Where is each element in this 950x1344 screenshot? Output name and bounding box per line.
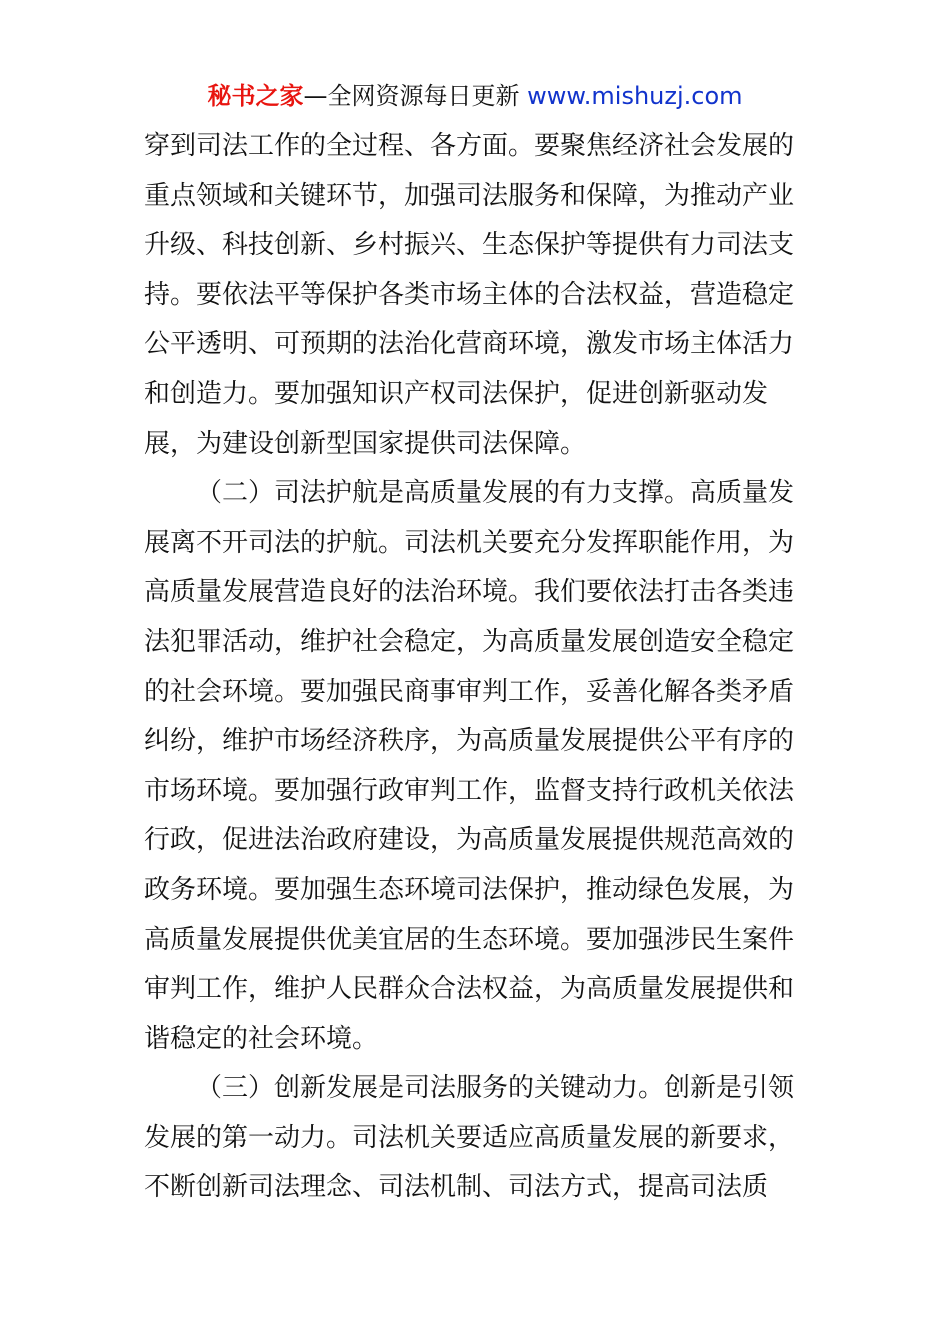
text-line: 纠纷，维护市场经济秩序，为高质量发展提供公平有序的 bbox=[144, 726, 795, 757]
paragraph-heading-2: （二）司法护航是高质量发展的有力支撑。高质量发 bbox=[196, 478, 795, 509]
text-line: 持。要依法平等保护各类市场主体的合法权益，营造稳定 bbox=[144, 279, 795, 310]
text-line: 政务环境。要加强生态环境司法保护，推动绿色发展，为 bbox=[144, 874, 795, 905]
text-line: 升级、科技创新、乡村振兴、生态保护等提供有力司法支 bbox=[144, 230, 795, 261]
text-line: 穿到司法工作的全过程、各方面。要聚焦经济社会发展的 bbox=[144, 131, 795, 161]
site-header bbox=[0, 78, 950, 114]
site-brand: 秘书之家 bbox=[207, 82, 304, 110]
text-line: 审判工作，维护人民群众合法权益，为高质量发展提供和 bbox=[144, 974, 795, 1005]
text-line: 高质量发展提供优美宜居的生态环境。要加强涉民生案件 bbox=[144, 924, 795, 955]
text-line: 不断创新司法理念、司法机制、司法方式，提高司法质 bbox=[144, 1172, 769, 1203]
text-line: 公平透明、可预期的法治化营商环境，激发市场主体活力 bbox=[144, 329, 795, 360]
text-line: 和创造力。要加强知识产权司法保护，促进创新驱动发 bbox=[144, 378, 769, 409]
text-line: 法犯罪活动，维护社会稳定，为高质量发展创造安全稳定 bbox=[144, 626, 795, 657]
text-line: 的社会环境。要加强民商事审判工作，妥善化解各类矛盾 bbox=[144, 676, 795, 707]
text-line: 展离不开司法的护航。司法机关要充分发挥职能作用，为 bbox=[144, 527, 795, 558]
text-line: 展，为建设创新型国家提供司法保障。 bbox=[144, 428, 587, 459]
text-line: 发展的第一动力。司法机关要适应高质量发展的新要求， bbox=[144, 1122, 795, 1153]
document-body bbox=[144, 122, 808, 1213]
text-line: 行政，促进法治政府建设，为高质量发展提供规范高效的 bbox=[144, 825, 795, 856]
site-tagline: —全网资源每日更新 bbox=[303, 82, 520, 110]
text-line: 市场环境。要加强行政审判工作，监督支持行政机关依法 bbox=[144, 775, 795, 806]
paragraph-heading-3: （三）创新发展是司法服务的关键动力。创新是引领 bbox=[196, 1073, 795, 1104]
site-url-link[interactable]: www.mishuzj.com bbox=[527, 82, 743, 110]
text-line: 谐稳定的社会环境。 bbox=[144, 1023, 379, 1054]
text-line: 高质量发展营造良好的法治环境。我们要依法打击各类违 bbox=[144, 577, 795, 608]
text-line: 重点领域和关键环节，加强司法服务和保障，为推动产业 bbox=[144, 180, 795, 211]
